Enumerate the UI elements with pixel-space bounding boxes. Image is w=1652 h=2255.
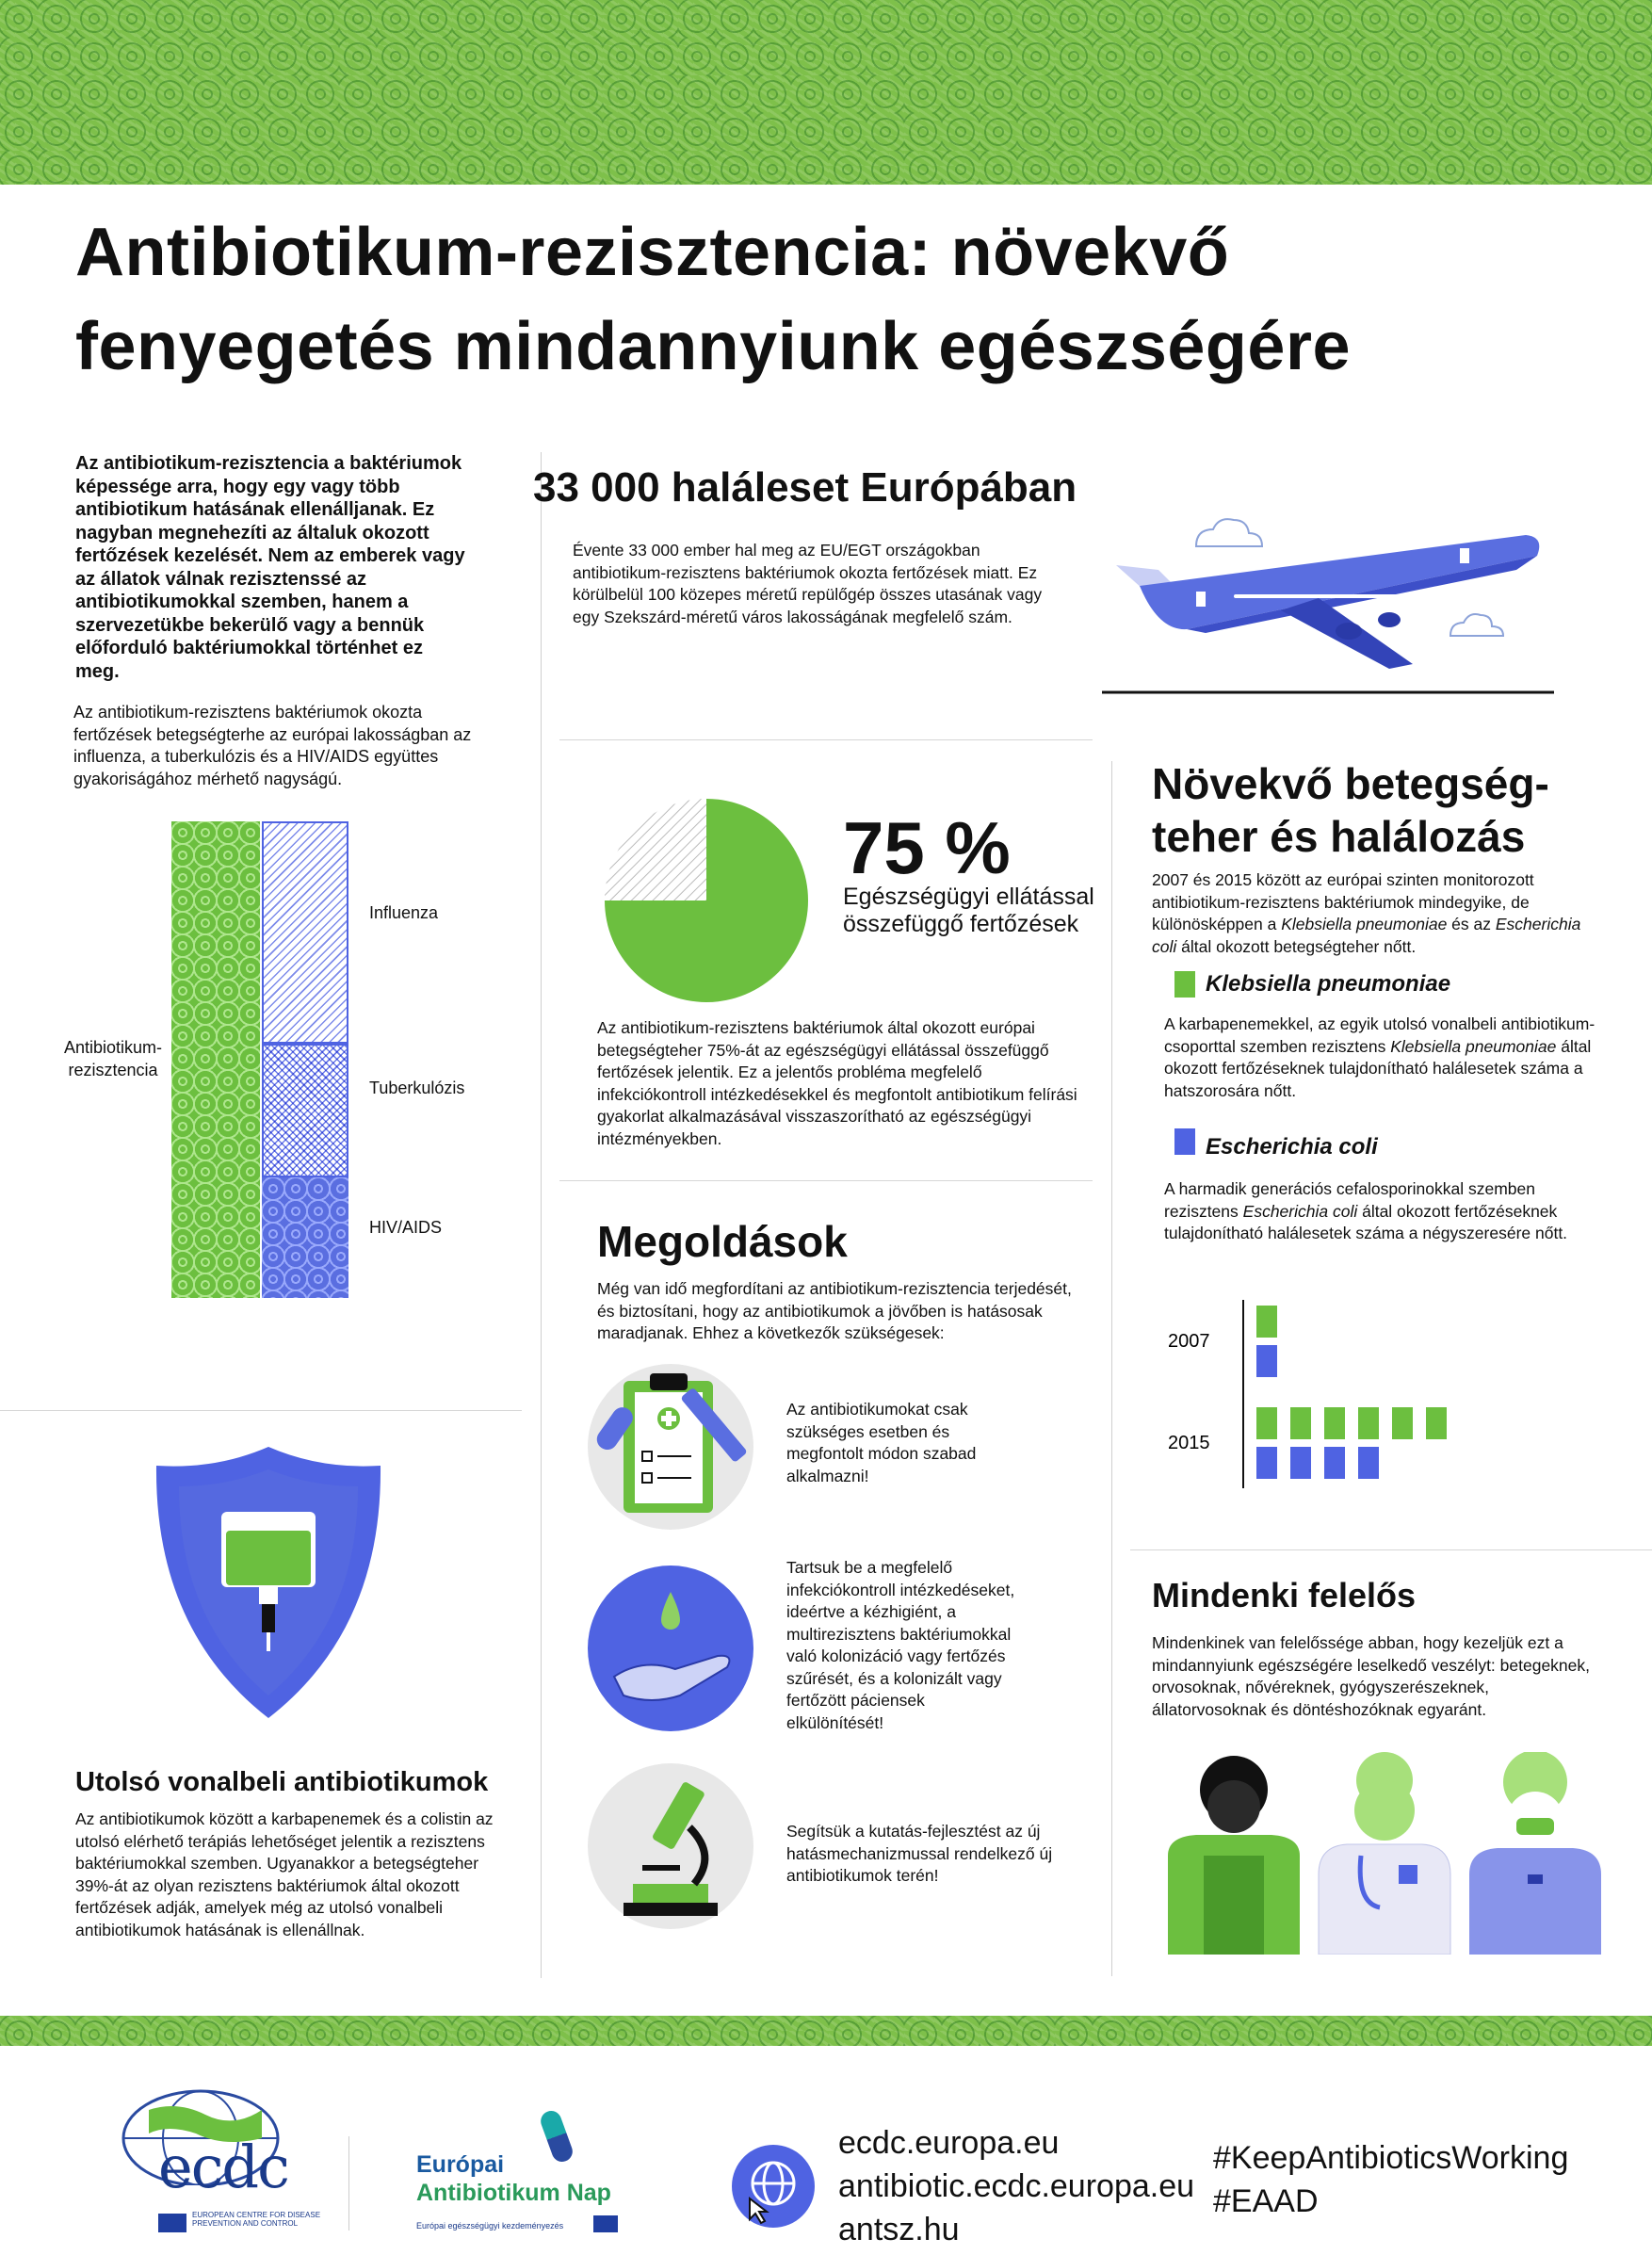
deaths-heading: 33 000 haláleset Európában [533, 464, 1077, 511]
year-label-2007: 2007 [1168, 1331, 1210, 1352]
page-title-line2: fenyegetés mindannyiunk egészségére [75, 309, 1351, 384]
ecdc-logo-text: ecdc [158, 2133, 288, 2201]
chart-square-ecoli-2015-4 [1358, 1447, 1379, 1479]
deaths-text: Évente 33 000 ember hal meg az EU/EGT országokban antibiotikum-rezisztens baktériumok okozta fertőzések miatt. Ez körülbelül 100 közepes méretű repülőgép összes utasának vagy egy Szekszárd-méretű város lakosságának megfelelő szám. [573, 541, 1043, 626]
antibiotic-resistance-bar [171, 821, 260, 1298]
eaad-logo [414, 2110, 640, 2242]
intro-regular-text: Az antibiotikum-rezisztens baktériumok okozta fertőzések betegségterhe az európai lakosságban az influenza, a tuberkulózis és a HIV/AIDS együttes gyakoriságához mérhető nagyságú. [73, 703, 472, 788]
klebsiella-legend-swatch [1174, 971, 1195, 998]
healthcare-text: Az antibiotikum-rezisztens baktériumok által okozott európai betegségteher 75%-át az egészségügyi ellátással összefüggő fertőzések jelentik. Ez a jelentős probléma megfelelő infekciókontroll intézkedésekkel és megfontolt antibiotikum felírási gyakorlat alkalmazásával visszaszorítható az egészségügyi intézményekben. [597, 1018, 1077, 1148]
chart-square-klebsiella-2007-1 [1256, 1306, 1277, 1338]
solutions-intro: Még van idő megfordítani az antibiotikum-rezisztencia terjedését, és biztosítani, hogy az antibiotikumok a jövőben is hatásosak maradjanak. Ehhez a következők szükségesek: [597, 1279, 1072, 1342]
deaths-increase-svg [1168, 1300, 1469, 1488]
year-label-2015: 2015 [1168, 1433, 1210, 1453]
influenza-bar [262, 821, 348, 1044]
eaad-line1: Európai [416, 2151, 505, 2178]
growing-heading [1152, 757, 1549, 863]
chart-square-klebsiella-2015-4 [1358, 1407, 1379, 1439]
tuberculosis-label: Tuberkulózis [369, 1079, 465, 1097]
divider-h-deaths [559, 739, 1093, 740]
growing-heading-line2: teher és halálozás [1152, 812, 1526, 861]
intro-bold-text: Az antibiotikum-rezisztencia a baktériumok képessége arra, hogy egy vagy több antibiotikum hatásának ellenálljanak. Ez nagyban megnehezíti az általuk okozott fertőzések kezelését. Nem az emberek vagy az állatok válnak rezisztenssé az antibiotikumokkal szemben, hanem a szervezetükbe bekerülő vagy a bennük előforduló baktériumokkal történhet ez meg. [75, 453, 465, 682]
eaad-line2: Antibiotikum Nap [416, 2180, 611, 2206]
ecoli-label: Escherichia coli [1206, 1134, 1378, 1160]
hiv-aids-label: HIV/AIDS [369, 1218, 443, 1237]
chart-square-klebsiella-2015-2 [1290, 1407, 1311, 1439]
antibiotic-capsule-icon [538, 2108, 575, 2165]
url-antibiotic[interactable]: antibiotic.ecdc.europa.eu [838, 2168, 1195, 2204]
responsible-heading: Mindenki felelős [1152, 1576, 1417, 1614]
responsible-text: Mindenkinek van felelőssége abban, hogy kezeljük ezt a mindannyiunk egészségére leselkedő veszélyt: betegeknek, orvosoknak, nővéreknek, gyógyszerészeknek, állatorvosoknak és döntéshozóknak egyaránt. [1152, 1633, 1591, 1719]
airplane-illustration [1102, 499, 1554, 697]
chart-square-ecoli-2015-2 [1290, 1447, 1311, 1479]
chart-square-klebsiella-2015-5 [1392, 1407, 1413, 1439]
farmer-figure [1168, 1756, 1300, 1955]
hand-hygiene-icon [586, 1564, 755, 1733]
chart-square-ecoli-2015-1 [1256, 1447, 1277, 1479]
klebsiella-text: A karbapenemekkel, az egyik utolsó vonalbeli antibiotikum-csoporttal szemben rezisztens Klebsiella pneumoniae által okozott fertőzéseknek tulajdonítható halálesetek száma a hatszorosára nőtt. [1164, 1014, 1595, 1100]
lastline-heading: Utolsó vonalbeli antibiotikumok [75, 1767, 489, 1797]
growing-text: 2007 és 2015 között az európai szinten monitorozott antibiotikum-rezisztens baktériumok mindegyike, de különösképpen a Klebsiella pneumoniae és az Escherichia coli által okozott betegségteher nőtt. [1152, 870, 1581, 956]
solutions-heading: Megoldások [597, 1217, 848, 1266]
page-title-line1: Antibiotikum-rezisztencia: növekvő [75, 215, 1230, 290]
clipboard-icon [586, 1362, 755, 1532]
microscope-icon [586, 1761, 755, 1931]
hashtag-eaad: #EAAD [1213, 2183, 1319, 2219]
ecdc-logo [111, 2082, 337, 2242]
eu-flag-icon-2 [593, 2215, 618, 2232]
shield-icon [151, 1441, 386, 1724]
pie-slice-other [605, 799, 706, 900]
lastline-text: Az antibiotikumok között a karbapenemek és a colistin az utolsó elérhető terápiás lehetőséget jelentik a rezisztens baktériumokkal szemben. Ugyanakkor a betegségteher 39%-át az olyan rezisztens baktériumok által okozott fertőzések adják, amelyek még az utolsó vonalbeli antibiotikumok hatásának is ellenállnak. [75, 1809, 494, 1939]
deaths-increase-chart [1168, 1300, 1469, 1488]
chart-square-klebsiella-2015-3 [1324, 1407, 1345, 1439]
ecoli-legend-swatch [1174, 1128, 1195, 1155]
page-title [75, 205, 1582, 394]
pie-chart-75 [605, 799, 808, 1002]
ecoli-text: A harmadik generációs cefalosporinokkal szemben rezisztens Escherichia coli által okozott fertőzéseknek tulajdonítható halálesetek száma a négyszeresére nőtt. [1164, 1179, 1568, 1242]
hashtag-keep-antibiotics: #KeepAntibioticsWorking [1213, 2140, 1569, 2176]
surgeon-figure [1469, 1752, 1601, 1955]
chart-square-ecoli-2007-1 [1256, 1345, 1277, 1377]
divider-h-mid [559, 1180, 1093, 1181]
url-ecdc[interactable]: ecdc.europa.eu [838, 2125, 1060, 2161]
burden-chart [0, 818, 541, 1300]
solution-item-1: Az antibiotikumokat csak szükséges esetben és megfontolt módon szabad alkalmazni! [786, 1400, 977, 1485]
influenza-label: Influenza [369, 903, 439, 922]
chart-square-klebsiella-2015-6 [1426, 1407, 1447, 1439]
klebsiella-label: Klebsiella pneumoniae [1206, 971, 1451, 997]
divider-right [1111, 761, 1112, 1976]
eu-flag-icon [158, 2214, 186, 2232]
chart-square-ecoli-2015-3 [1324, 1447, 1345, 1479]
divider-h-right [1130, 1549, 1652, 1550]
footer-divider [348, 2136, 349, 2231]
percent-caption: Egészségügyi ellátással összefüggő fertőzések [843, 884, 1094, 937]
hiv-aids-bar [262, 1177, 348, 1298]
divider-left [541, 452, 542, 1978]
chart-square-klebsiella-2015-1 [1256, 1407, 1277, 1439]
bottom-pattern-band [0, 2016, 1652, 2046]
divider-h-left [0, 1410, 522, 1411]
web-globe-icon [731, 2144, 816, 2229]
solution-item-3: Segítsük a kutatás-fejlesztést az új hatásmechanizmussal rendelkező új antibiotikumok terén! [786, 1822, 1053, 1885]
people-illustration [1158, 1752, 1611, 1955]
eaad-subtitle: Európai egészségügyi kezdeményezés [416, 2221, 564, 2231]
footer-urls [838, 2121, 1194, 2251]
percent-value: 75 % [843, 806, 1011, 889]
ecdc-subtitle: EUROPEAN CENTRE FOR DISEASE PREVENTION AND CONTROL [192, 2211, 321, 2228]
tuberculosis-bar [262, 1044, 348, 1177]
nurse-figure [1319, 1752, 1450, 1955]
antibiotic-resistance-label: Antibiotikum-rezisztencia [63, 1038, 163, 1079]
footer-hashtags [1213, 2136, 1568, 2223]
url-antsz[interactable]: antsz.hu [838, 2212, 960, 2247]
growing-heading-line1: Növekvő betegség- [1152, 759, 1549, 808]
top-pattern-band [0, 0, 1652, 185]
solution-item-2: Tartsuk be a megfelelő infekciókontroll intézkedéseket, ideértve a kézhigiént, a multirezisztens baktériumokkal való kolonizáció vagy fertőzés szűrését, és a kolonizált vagy fertőzött páciensek elkülönítését! [786, 1558, 1015, 1732]
